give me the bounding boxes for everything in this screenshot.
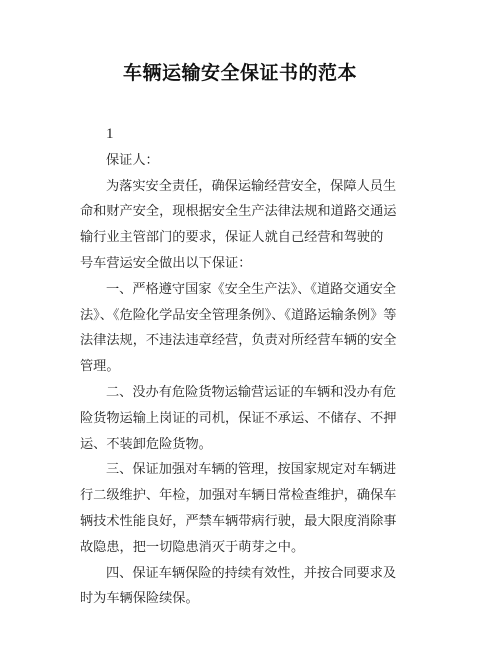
clause-3-line-3: 辆技术性能良好，严禁车辆带病行驶，最大限度消除事 — [80, 513, 397, 529]
document-body — [80, 122, 410, 612]
page-number: 1 — [106, 126, 114, 142]
clause-2-line-2: 险货物运输上岗证的司机，保证不承运、不储存、不押 — [80, 410, 397, 426]
clause-1-line-2: 法》、《危险化学品安全管理条例》、《道路运输条例》等 — [80, 307, 397, 323]
clause-4-line-1: 四、保证车辆保险的持续有效性，并按合同要求及 — [106, 565, 397, 581]
clause-2-line-3: 运、不装卸危险货物。 — [80, 436, 212, 452]
document-title: 车辆运输安全保证书的范本 — [122, 62, 357, 84]
intro-line-3: 输行业主管部门的要求，保证人就自己经营和驾驶的 — [80, 230, 384, 246]
clause-1-line-3: 法律法规，不违法违章经营，负责对所经营车辆的安全 — [80, 333, 397, 349]
clause-1-line-4: 管理。 — [80, 359, 120, 375]
clause-3-line-1: 三、保证加强对车辆的管理，按国家规定对车辆进 — [106, 462, 397, 478]
intro-line-1: 为落实安全责任，确保运输经营安全，保障人员生 — [106, 178, 397, 194]
clause-4-line-2: 时为车辆保险续保。 — [80, 591, 199, 607]
clause-1-line-1: 一、严格遵守国家《安全生产法》、《道路交通安全 — [106, 281, 397, 297]
guarantor-label: 保证人： — [106, 152, 159, 168]
clause-3-line-2: 行二级维护、年检，加强对车辆日常检查维护，确保车 — [80, 488, 397, 504]
intro-line-2: 命和财产安全，现根据安全生产法律法规和道路交通运 — [80, 204, 397, 220]
clause-3-line-4: 故隐患，把一切隐患消灭于萌芽之中。 — [80, 539, 305, 555]
intro-line-4: 号车营运安全做出以下保证： — [80, 255, 252, 271]
clause-2-line-1: 二、没办有危险货物运输营运证的车辆和没办有危 — [106, 384, 397, 400]
